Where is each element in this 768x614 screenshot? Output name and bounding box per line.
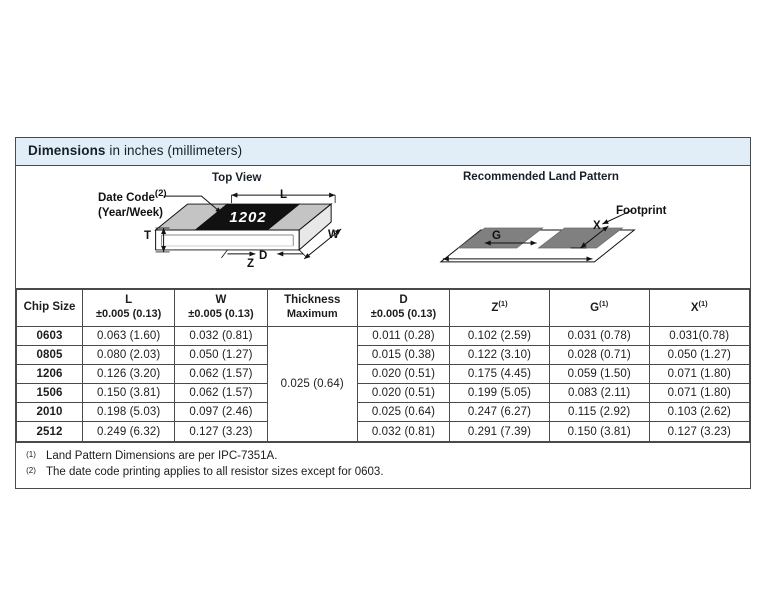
- footnotes-section: [16, 442, 750, 488]
- cell-width: 0.062 (1.57): [175, 384, 267, 403]
- header-tolerance: ±0.005 (0.13): [188, 307, 254, 320]
- table-row: [17, 364, 750, 383]
- cell-x: 0.071 (1.80): [649, 364, 749, 383]
- panel-title-strong: Dimensions: [28, 143, 106, 158]
- footnote-text: Land Pattern Dimensions are per IPC-7351A.: [46, 449, 278, 462]
- header-label: W: [215, 294, 227, 307]
- header-label: Z: [491, 302, 499, 315]
- label-dimension-g: G: [492, 229, 501, 242]
- cell-width: 0.032 (0.81): [175, 326, 267, 345]
- label-dimension-d: D: [259, 249, 268, 262]
- cell-length: 0.150 (3.81): [82, 384, 174, 403]
- cell-termination-d: 0.032 (0.81): [357, 422, 449, 441]
- footnote-item: [16, 448, 750, 465]
- column-header-width: [175, 289, 267, 326]
- header-tolerance: Maximum: [286, 307, 338, 320]
- figure-region: [16, 166, 750, 289]
- table-header-row: [17, 289, 750, 326]
- dimensions-panel: [15, 137, 751, 489]
- cell-chip-size: 2010: [17, 403, 83, 422]
- cell-chip-size: 0805: [17, 345, 83, 364]
- cell-g: 0.150 (3.81): [549, 422, 649, 441]
- label-dimension-z: Z: [247, 257, 255, 270]
- cell-termination-d: 0.011 (0.28): [357, 326, 449, 345]
- cell-chip-size: 2512: [17, 422, 83, 441]
- cell-chip-size: 1506: [17, 384, 83, 403]
- cell-x: 0.071 (1.80): [649, 384, 749, 403]
- date-code-line1: Date Code: [98, 191, 155, 204]
- cell-z: 0.175 (4.45): [450, 364, 550, 383]
- figures-drawing: [16, 166, 750, 288]
- cell-x: 0.103 (2.62): [649, 403, 749, 422]
- column-header-termination-d: [357, 289, 449, 326]
- footnote-item: [16, 464, 750, 481]
- table-row: [17, 345, 750, 364]
- header-tolerance: ±0.005 (0.13): [95, 307, 162, 320]
- footnote-mark: (1): [26, 449, 36, 459]
- label-dimension-t: T: [144, 229, 152, 242]
- caption-top-view: Top View: [212, 171, 262, 184]
- column-header-thickness: [267, 289, 357, 326]
- cell-x: 0.031(0.78): [649, 326, 749, 345]
- cell-length: 0.080 (2.03): [82, 345, 174, 364]
- cell-chip-size: 1206: [17, 364, 83, 383]
- column-header-z: [450, 289, 550, 326]
- label-footprint: Footprint: [616, 204, 667, 217]
- header-footnote-mark: (1): [599, 299, 609, 309]
- cell-termination-d: 0.020 (0.51): [357, 384, 449, 403]
- cell-length: 0.063 (1.60): [82, 326, 174, 345]
- cell-length: 0.198 (5.03): [82, 403, 174, 422]
- land-pattern-drawing: [441, 228, 634, 262]
- cell-x: 0.050 (1.27): [649, 345, 749, 364]
- caption-land-pattern: Recommended Land Pattern: [463, 170, 619, 183]
- table-row: [17, 403, 750, 422]
- dimensions-table: [16, 289, 750, 442]
- cell-z: 0.102 (2.59): [450, 326, 550, 345]
- cell-g: 0.028 (0.71): [549, 345, 649, 364]
- cell-g: 0.083 (2.11): [549, 384, 649, 403]
- cell-g: 0.059 (1.50): [549, 364, 649, 383]
- column-header-chip-size: [17, 289, 83, 326]
- label-dimension-l: L: [280, 188, 288, 201]
- cell-width: 0.097 (2.46): [175, 403, 267, 422]
- column-header-g: [549, 289, 649, 326]
- cell-z: 0.199 (5.05): [450, 384, 550, 403]
- footnote-mark: (2): [26, 466, 36, 476]
- cell-width: 0.062 (1.57): [175, 364, 267, 383]
- date-code-line2: (Year/Week): [98, 206, 163, 219]
- cell-chip-size: 0603: [17, 326, 83, 345]
- panel-title: [16, 138, 750, 166]
- header-tolerance: ±0.005 (0.13): [370, 307, 437, 320]
- label-dimension-w: W: [328, 228, 339, 241]
- cell-length: 0.249 (6.32): [82, 422, 174, 441]
- label-date-code: [98, 188, 167, 221]
- cell-g: 0.115 (2.92): [549, 403, 649, 422]
- table-row: [17, 422, 750, 441]
- cell-z: 0.291 (7.39): [450, 422, 550, 441]
- cell-width: 0.050 (1.27): [175, 345, 267, 364]
- table-row: [17, 384, 750, 403]
- header-label: Chip Size: [23, 301, 76, 314]
- header-footnote-mark: (1): [498, 299, 508, 309]
- column-header-x: [649, 289, 749, 326]
- cell-g: 0.031 (0.78): [549, 326, 649, 345]
- body-marking: 1202: [229, 208, 267, 226]
- cell-z: 0.122 (3.10): [450, 345, 550, 364]
- cell-thickness-merged: 0.025 (0.64): [267, 326, 357, 441]
- header-label: G: [590, 302, 600, 315]
- cell-termination-d: 0.020 (0.51): [357, 364, 449, 383]
- table-row: [17, 326, 750, 345]
- cell-x: 0.127 (3.23): [649, 422, 749, 441]
- header-label: L: [125, 294, 133, 307]
- cell-termination-d: 0.015 (0.38): [357, 345, 449, 364]
- footnote-text: The date code printing applies to all resistor sizes except for 0603.: [46, 466, 384, 479]
- land-pad-right: [539, 228, 623, 248]
- header-footnote-mark: (1): [698, 299, 708, 309]
- cell-z: 0.247 (6.27): [450, 403, 550, 422]
- chip-body-drawing: [156, 204, 332, 250]
- header-label: Thickness: [284, 294, 341, 307]
- cell-termination-d: 0.025 (0.64): [357, 403, 449, 422]
- header-label: X: [690, 302, 699, 315]
- cell-length: 0.126 (3.20): [82, 364, 174, 383]
- cell-width: 0.127 (3.23): [175, 422, 267, 441]
- label-dimension-x: X: [593, 219, 601, 232]
- header-label: D: [399, 294, 408, 307]
- date-code-superscript: (2): [154, 187, 167, 199]
- panel-title-rest: in inches (millimeters): [105, 143, 243, 158]
- column-header-length: [82, 289, 174, 326]
